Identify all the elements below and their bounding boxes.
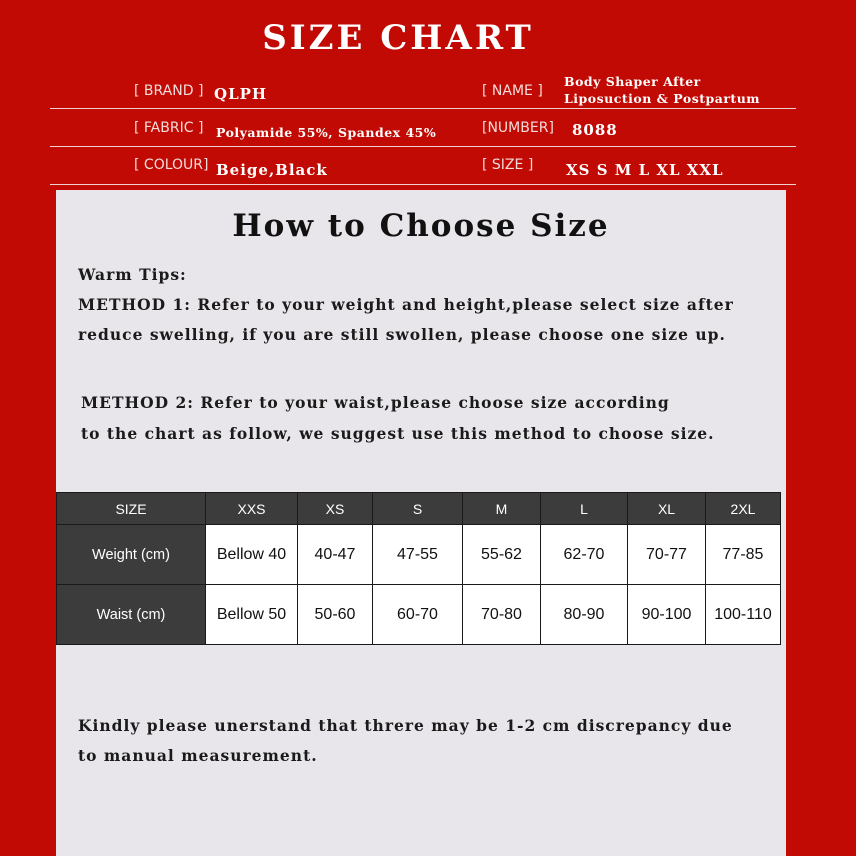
table-row [57,525,781,585]
size-table [56,492,781,645]
header-cell: XXS [206,493,298,525]
info-row-brand [50,74,796,109]
table-cell: 50-60 [298,585,373,645]
table-row [57,585,781,645]
size-guide-panel [56,190,786,856]
number-label: [NUMBER] [482,120,554,136]
table-cell: Bellow 40 [206,525,298,585]
table-cell: 80-90 [541,585,628,645]
header-cell: SIZE [57,493,206,525]
table-header-row [57,493,781,525]
method2-line1: METHOD 2: Refer to your waist,please choose size according [81,393,670,412]
fabric-value: Polyamide 55%, Spandex 45% [216,125,437,140]
page-title: SIZE CHART [262,18,534,58]
row-header-weight: Weight (cm) [57,525,206,585]
header-cell: XL [628,493,706,525]
fabric-label: [ FABRIC ] [134,120,204,136]
note-line1: Kindly please unerstand that threre may be 1-2 cm discrepancy due [78,716,733,735]
table-cell: 70-80 [463,585,541,645]
number-value: 8088 [572,121,618,139]
info-row-colour [50,150,796,185]
table-cell: 90-100 [628,585,706,645]
header-cell: M [463,493,541,525]
info-row-fabric [50,112,796,147]
name-value-line1: Body Shaper After [564,74,701,89]
table-cell: 62-70 [541,525,628,585]
name-value-line2: Liposuction & Postpartum [564,91,761,106]
brand-label: [ BRAND ] [134,83,204,99]
guide-heading: How to Choose Size [232,208,610,244]
colour-label: [ COLOUR] [134,157,209,173]
colour-value: Beige,Black [216,161,328,179]
table-cell: Bellow 50 [206,585,298,645]
brand-value: QLPH [214,85,268,103]
header-cell: L [541,493,628,525]
method1-line2: reduce swelling, if you are still swollen, please choose one size up. [78,325,726,344]
table-cell: 40-47 [298,525,373,585]
table-cell: 55-62 [463,525,541,585]
name-label: [ NAME ] [482,83,543,99]
size-value: XS S M L XL XXL [566,161,724,179]
table-cell: 100-110 [706,585,781,645]
table-cell: 47-55 [373,525,463,585]
table-cell: 77-85 [706,525,781,585]
size-label: [ SIZE ] [482,157,534,173]
header-cell: 2XL [706,493,781,525]
method1-line1: METHOD 1: Refer to your weight and height,please select size after [78,295,734,314]
row-header-waist: Waist (cm) [57,585,206,645]
warm-tips-label: Warm Tips: [78,265,187,284]
table-cell: 60-70 [373,585,463,645]
header-cell: XS [298,493,373,525]
method2-line2: to the chart as follow, we suggest use this method to choose size. [81,424,715,443]
header-cell: S [373,493,463,525]
note-line2: to manual measurement. [78,746,318,765]
table-cell: 70-77 [628,525,706,585]
